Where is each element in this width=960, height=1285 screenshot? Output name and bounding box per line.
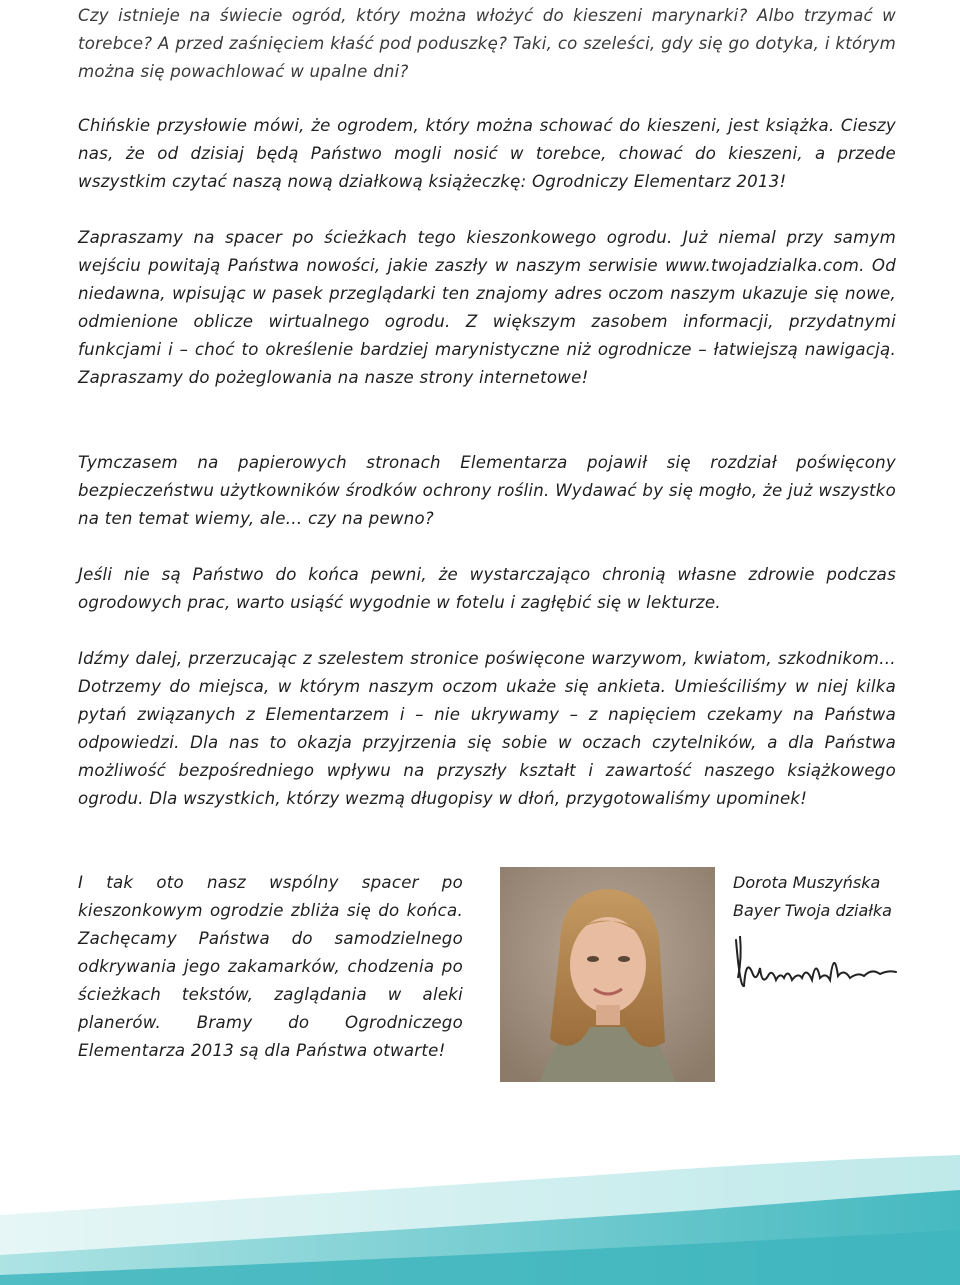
handwritten-signature [730,928,900,1000]
author-name: Dorota Muszyńska [733,873,881,892]
decorative-wave [0,1135,960,1285]
intro-paragraph: Czy istnieje na świecie ogród, który można włożyć do kieszeni marynarki? Albo trzymać w torebce? A przed zaśnięciem kłaść pod poduszkę? Taki, co szeleści, gdy się go dotyka, i którym można się powachlować w upalne dni? [78,6,896,81]
author-affiliation: Bayer Twoja działka [733,901,892,920]
author-photo [500,867,715,1082]
proverb-paragraph: Chińskie przysłowie mówi, że ogrodem, który można schować do kieszeni, jest książka. Cieszy nas, że od dzisiaj będą Państwo mogli nosić w torebce, chować do kieszeni, a przede wszystkim czytać naszą nową działkową książeczkę: Ogrodniczy Elementarz 2013! [78,116,896,191]
closing-paragraph: I tak oto nasz wspólny spacer po kieszonkowym ogrodzie zbliża się do końca. Zachęcamy Państwa do samodzielnego odkrywania jego zakamarków, chodzenia po ścieżkach tekstów, zaglądania w aleki planerów. Bramy do Ogrodniczego Elementarza 2013 są dla Państwa otwarte! [78,873,463,1060]
survey-paragraph: Idźmy dalej, przerzucając z szelestem stronice poświęcone warzywom, kwiatom, szkodnikom… Dotrzemy do miejsca, w którym naszym oczom ukaże się ankieta. Umieściliśmy w niej kilka pytań związanych z Elementarzem i – nie ukrywamy – z napięciem czekamy na Państwa odpowiedzi. Dla nas to okazja przyjrzenia się sobie w oczach czytelników, a dla Państwa możliwość bezpośredniego wpływu na przyszły kształt i zawartość naszego książkowego ogrodu. Dla wszystkich, którzy wezmą długopisy w dłoń, przygotowaliśmy upominek! [78,649,896,808]
health-paragraph: Jeśli nie są Państwo do końca pewni, że wystarczająco chronią własne zdrowie podczas ogrodowych prac, warto usiąść wygodnie w fotelu i zagłębić się w lekturze. [78,565,896,612]
safety-paragraph: Tymczasem na papierowych stronach Elementarza pojawił się rozdział poświęcony bezpieczeństwu użytkowników środków ochrony roślin. Wydawać by się mogło, że już wszystko na ten temat wiemy, ale… czy na pewno? [78,453,896,528]
website-paragraph: Zapraszamy na spacer po ścieżkach tego kieszonkowego ogrodu. Już niemal przy samym wejściu powitają Państwa nowości, jakie zaszły w naszym serwisie www.twojadzialka.com. Od niedawna, wpisując w pasek przeglądarki ten znajomy adres oczom naszym ukazuje się nowe, odmienione oblicze wirtualnego ogrodu. Z większym zasobem informacji, przydatnymi funkcjami i – choć to określenie bardziej marynistyczne niż ogrodnicze – łatwiejszą nawigacją. Zapraszamy do pożeglowania na nasze strony internetowe! [78,228,896,387]
author-signature-block [733,869,903,925]
